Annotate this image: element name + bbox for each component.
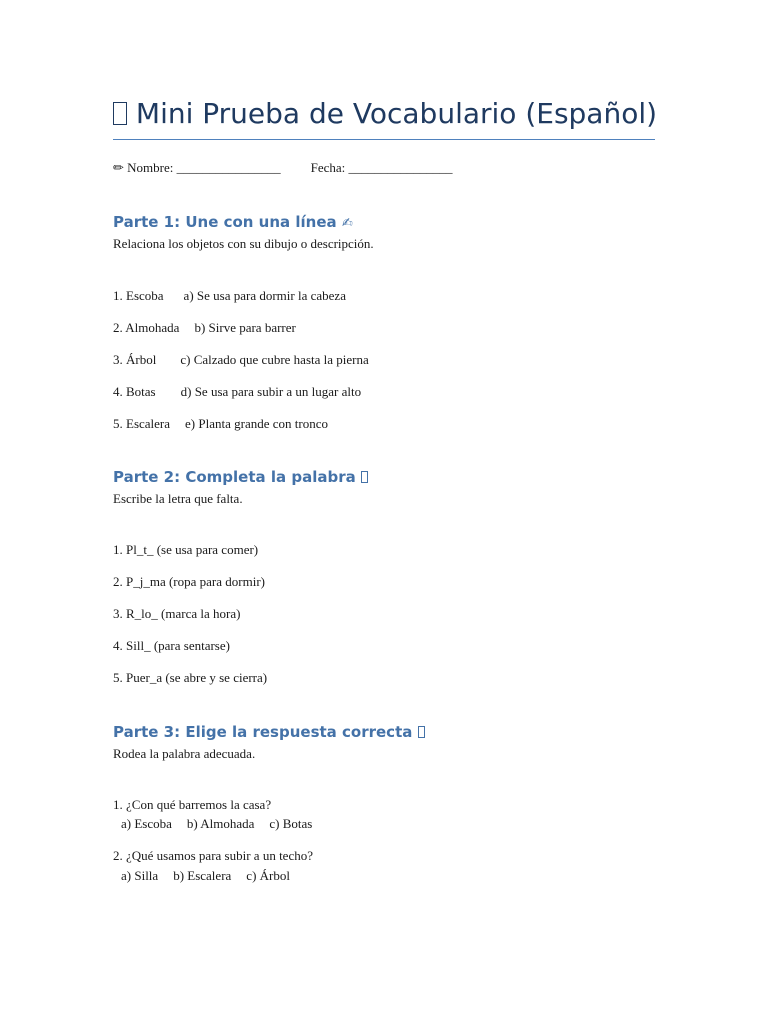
missing-glyph-icon [361, 471, 369, 483]
header-fields [113, 160, 453, 176]
part1-row [113, 288, 346, 304]
part1-definition: c) Calzado que cubre hasta la pierna [180, 352, 369, 367]
option: b) Escalera [173, 868, 232, 883]
part1-definition: e) Planta grande con tronco [185, 416, 328, 431]
part3-heading-text: Parte 3: Elige la respuesta correcta [113, 723, 413, 741]
missing-glyph-icon [418, 726, 426, 738]
part3-instruction: Rodea la palabra adecuada. [113, 746, 256, 761]
part1-definition: b) Sirve para barrer [194, 320, 296, 335]
date-field [311, 160, 453, 176]
part3-heading [113, 722, 425, 742]
part1-row [113, 416, 328, 432]
option: c) Botas [269, 816, 313, 831]
part1-heading [113, 212, 353, 234]
date-label: Fecha: [310, 160, 349, 175]
part1-row [113, 352, 369, 368]
option: c) Árbol [246, 868, 290, 883]
part1-heading-text: Parte 1: Une con una línea [113, 213, 337, 231]
missing-glyph-icon [113, 102, 127, 125]
pencil-icon: ✏ [113, 160, 124, 175]
part1-item: 3. Árbol [113, 352, 157, 367]
part2-instruction: Escribe la letra que falta. [113, 491, 243, 506]
page-title-text: Mini Prueba de Vocabulario (Español) [135, 97, 658, 130]
part1-definition: a) Se usa para dormir la cabeza [183, 288, 346, 303]
title-underline [113, 139, 655, 140]
part2-item: 1. Pl_t_ (se usa para comer) [113, 542, 259, 557]
option: a) Silla [121, 868, 159, 883]
part1-row [113, 320, 296, 336]
page-title [113, 94, 658, 134]
part3-options [121, 868, 290, 884]
part1-item: 1. Escoba [113, 288, 164, 303]
part1-definition: d) Se usa para subir a un lugar alto [180, 384, 362, 399]
name-label: Nombre: [127, 160, 177, 175]
part2-item: 3. R_lo_ (marca la hora) [113, 606, 241, 621]
part3-question: 2. ¿Qué usamos para subir a un techo? [113, 848, 313, 863]
writing-hand-icon: ✍ [341, 216, 353, 231]
part1-row [113, 384, 361, 400]
part3-options [121, 816, 312, 832]
part2-item: 4. Sill_ (para sentarse) [113, 638, 230, 653]
part2-heading-text: Parte 2: Completa la palabra [113, 468, 356, 486]
part3-question: 1. ¿Con qué barremos la casa? [113, 797, 272, 812]
option: b) Almohada [186, 816, 255, 831]
part1-item: 4. Botas [113, 384, 156, 399]
part2-item: 2. P_j_ma (ropa para dormir) [113, 574, 265, 589]
date-blank: ________________ [348, 160, 453, 175]
part1-item: 5. Escalera [113, 416, 171, 431]
part1-item: 2. Almohada [113, 320, 180, 335]
part1-instruction: Relaciona los objetos con su dibujo o descripción. [113, 236, 374, 251]
part2-heading [113, 467, 368, 487]
name-blank: ________________ [176, 160, 281, 175]
part2-item: 5. Puer_a (se abre y se cierra) [113, 670, 268, 685]
option: a) Escoba [121, 816, 172, 831]
name-field [127, 160, 280, 176]
